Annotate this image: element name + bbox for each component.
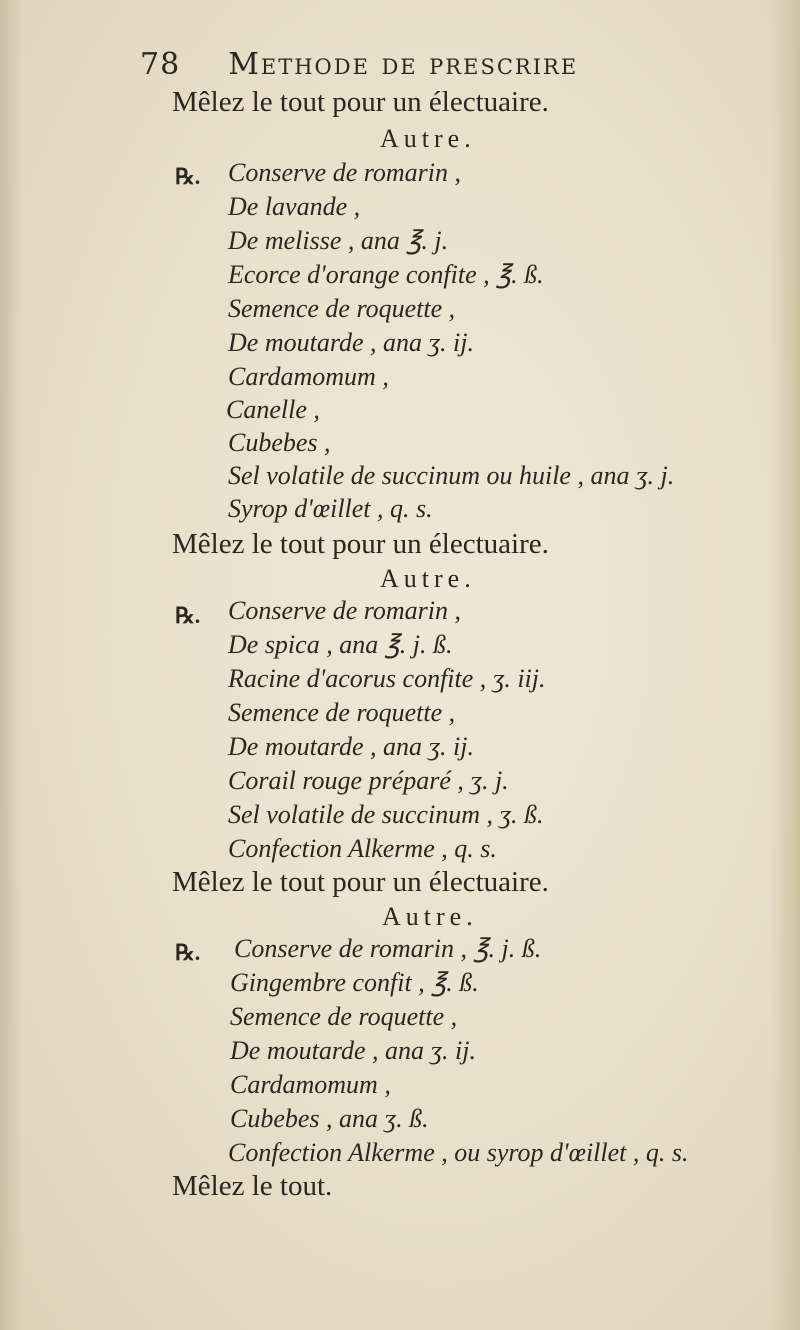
running-title: Methode de prescrire	[228, 47, 579, 82]
ingredient-line: Sel volatile de succinum , ʒ. ß.	[228, 800, 544, 829]
ingredient-line: Cardamomum ,	[230, 1070, 391, 1099]
ingredient-line: Semence de roquette ,	[228, 698, 456, 727]
instruction-line: Mêlez le tout pour un électuaire.	[172, 866, 549, 898]
ingredient-line: Cardamomum ,	[228, 362, 389, 391]
section-heading: Autre.	[380, 564, 476, 593]
page-number: 78	[140, 47, 181, 82]
ingredient-line: De melisse , ana ℥. j.	[228, 226, 449, 255]
ingredient-line: Semence de roquette ,	[228, 294, 456, 323]
ingredient-line: Semence de roquette ,	[230, 1002, 458, 1031]
ingredient-line: Confection Alkerme , q. s.	[228, 834, 497, 863]
ingredient-line: De moutarde , ana ʒ. ij.	[228, 328, 474, 357]
ingredient-line: Conserve de romarin ,	[228, 596, 462, 625]
instruction-line: Mêlez le tout pour un électuaire.	[172, 528, 549, 560]
ingredient-line: De moutarde , ana ʒ. ij.	[228, 732, 474, 761]
ingredient-line: Conserve de romarin , ℥. j. ß.	[234, 934, 542, 963]
ingredient-line: Confection Alkerme , ou syrop d'œillet , q. s.	[228, 1138, 689, 1167]
instruction-line: Mêlez le tout pour un électuaire.	[172, 86, 549, 118]
ingredient-line: Conserve de romarin ,	[228, 158, 462, 187]
ingredient-line: Gingembre confit , ℥. ß.	[230, 968, 479, 997]
section-heading: Autre.	[382, 902, 478, 931]
ingredient-line: De spica , ana ℥. j. ß.	[228, 630, 453, 659]
section-heading: Autre.	[380, 124, 476, 153]
ingredient-line: Corail rouge préparé , ʒ. j.	[228, 766, 509, 795]
ingredient-line: Sel volatile de succinum ou huile , ana ʒ. j.	[228, 461, 675, 490]
ingredient-line: Canelle ,	[226, 395, 320, 424]
ingredient-line: De moutarde , ana ʒ. ij.	[230, 1036, 476, 1065]
instruction-line: Mêlez le tout.	[172, 1170, 333, 1202]
ingredient-line: Cubebes ,	[228, 428, 331, 457]
recipe-symbol: ℞.	[175, 603, 201, 628]
ingredient-line: Racine d'acorus confite , ʒ. iij.	[228, 664, 546, 693]
recipe-symbol: ℞.	[175, 940, 201, 965]
ingredient-line: De lavande ,	[228, 192, 361, 221]
recipe-symbol: ℞.	[175, 164, 201, 189]
ingredient-line: Cubebes , ana ʒ. ß.	[230, 1104, 429, 1133]
ingredient-line: Syrop d'œillet , q. s.	[228, 494, 433, 523]
running-header	[140, 47, 579, 82]
ingredient-line: Ecorce d'orange confite , ℥. ß.	[228, 260, 544, 289]
